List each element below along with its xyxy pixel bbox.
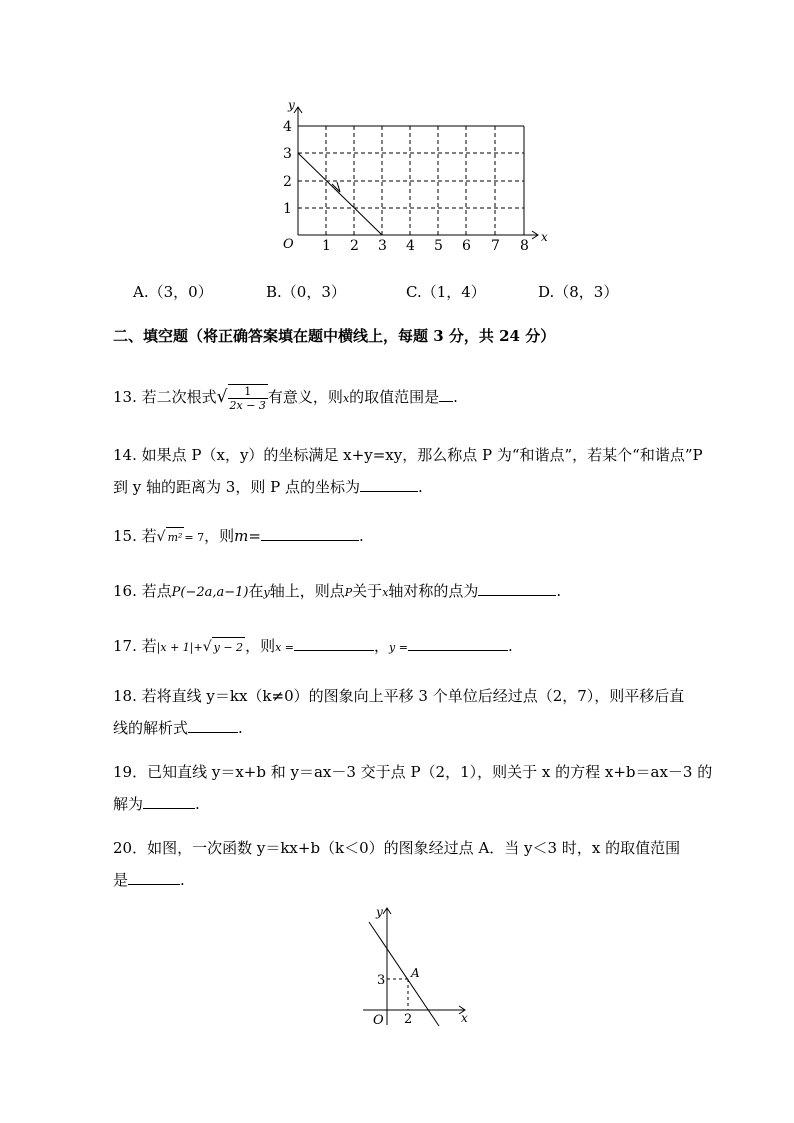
graph2-origin: O <box>373 1013 384 1028</box>
fraction: $\frac{1}{2x - 3}$ <box>229 385 266 412</box>
answer-blank <box>143 794 195 809</box>
graph1-x-tick: 5 <box>434 238 443 254</box>
sqrt-symbol: √ <box>216 387 228 407</box>
graph1-x-tick: 2 <box>350 238 359 254</box>
option-a: A.（3，0） <box>133 283 213 301</box>
graph2-y-label: y <box>376 905 383 919</box>
answer-blank <box>478 581 556 596</box>
graph1-y-tick: 2 <box>283 174 292 190</box>
option-c: C.（1，4） <box>406 283 486 301</box>
graph1-x-tick: 1 <box>322 238 331 254</box>
graph1-y-label: y <box>288 98 295 112</box>
question-16: 16. 若点P(−2a,a−1)在y轴上，则点P关于x轴对称的点为 . <box>113 582 562 600</box>
sqrt-symbol: √ <box>156 529 166 545</box>
answer-blank <box>188 718 238 733</box>
graph1-x-tick: 4 <box>406 238 415 254</box>
coordinate-grid-graph <box>270 95 560 260</box>
question-18-line2: 线的解析式 . <box>113 719 243 737</box>
option-b: B.（0，3） <box>266 283 346 301</box>
answer-blank <box>360 477 418 492</box>
linear-function-graph <box>355 900 475 1030</box>
question-13: 13. 若二次根式√ $\frac{1}{2x - 3}$ 有意义，则x的取值范围是 . <box>113 385 458 412</box>
question-19-line1: 19．已知直线 y＝x+b 和 y＝ax－3 交于点 P（2，1），则关于 x 的方程 x+b＝ax－3 的 <box>113 763 713 781</box>
answer-blank <box>294 636 374 651</box>
graph2-x-label: x <box>461 1011 468 1025</box>
graph1-y-tick: 4 <box>283 119 292 135</box>
answer-blank <box>261 526 359 541</box>
graph1-x-tick: 3 <box>378 238 387 254</box>
answer-blank <box>408 636 508 651</box>
question-15: 15. 若√ m² = 7，则m= . <box>113 526 364 548</box>
section-title: 二、填空题（将正确答案填在题中横线上，每题 3 分，共 24 分） <box>113 327 556 345</box>
graph1-x-tick: 6 <box>462 238 471 254</box>
graph2-y-tick: 3 <box>377 973 386 988</box>
question-19-line2: 解为 . <box>113 795 200 813</box>
graph1-x-label: x <box>541 230 548 244</box>
answer-blank <box>128 870 180 885</box>
question-14-line1: 14. 如果点 P（x，y）的坐标满足 x+y=xy，那么称点 P 为“和谐点”，若某个“和谐点”P <box>113 446 703 464</box>
question-20-line2: 是 . <box>113 871 185 889</box>
graph1-x-tick: 8 <box>520 238 529 254</box>
graph1-origin: O <box>283 237 294 252</box>
graph2-point-label: A <box>411 966 420 980</box>
question-20-line1: 20．如图，一次函数 y＝kx+b（k＜0）的图象经过点 A．当 y＜3 时，x 的取值范围 <box>113 839 681 857</box>
question-14-line2: 到 y 轴的距离为 3，则 P 点的坐标为 . <box>113 478 423 496</box>
graph1-x-tick: 7 <box>491 238 500 254</box>
answer-blank <box>439 387 453 402</box>
graph1-y-tick: 3 <box>283 146 292 162</box>
option-d: D.（8，3） <box>538 283 619 301</box>
question-17: 17. 若|x + 1|+√ y − 2 ，则x = ，y = . <box>113 636 513 658</box>
graph1-y-tick: 1 <box>283 201 292 217</box>
question-18-line1: 18. 若将直线 y＝kx（k≠0）的图象向上平移 3 个单位后经过点（2，7），则平移后直 <box>113 687 685 705</box>
graph2-x-tick: 2 <box>404 1012 413 1027</box>
sqrt-symbol: √ <box>202 639 212 655</box>
